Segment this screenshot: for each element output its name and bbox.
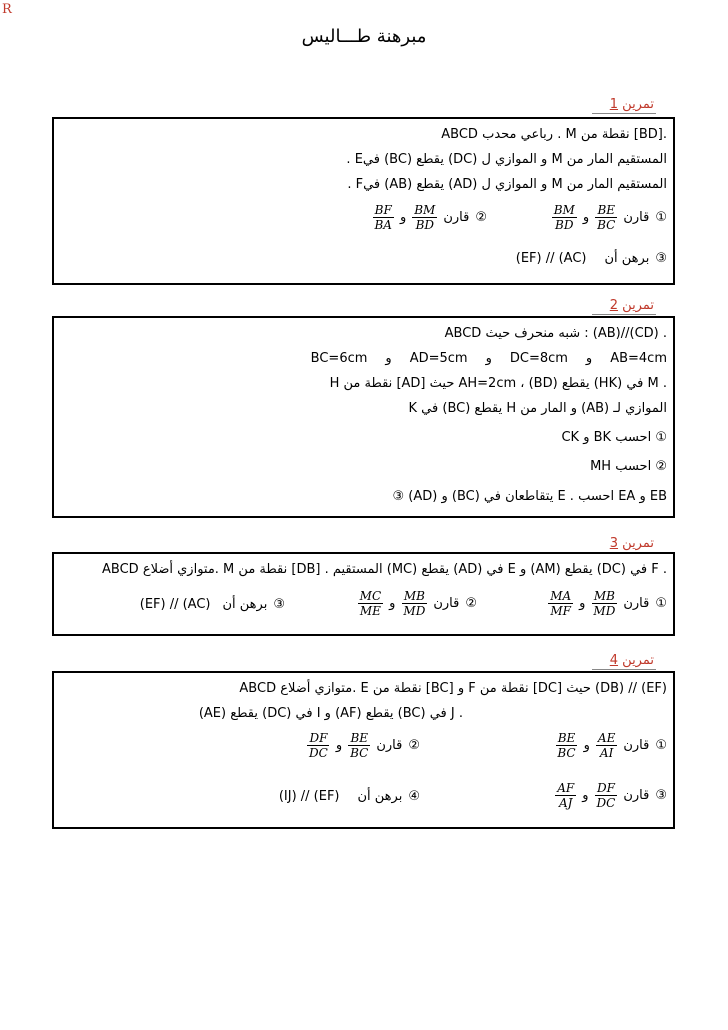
question-number-mark: ③ (655, 251, 667, 266)
question-2: ② احسب MH (590, 459, 667, 474)
question-3 (516, 251, 667, 266)
question-verb: برهن أن (222, 597, 268, 612)
question-verb: قارن (433, 596, 460, 611)
fraction (307, 731, 330, 760)
exercise-3-box (52, 552, 675, 636)
question-number-mark: ① (655, 738, 667, 753)
exercise-line: ABCD متوازي أضلاع. E نقطة من [BC] و F نقطة من [DC] حيث (DB) // (EF) (239, 681, 667, 696)
denominator: MF (550, 604, 571, 618)
measure-ad: AD=5cm (409, 351, 468, 366)
exercise-label-prefix: تمرين (622, 298, 654, 313)
question-verb: قارن (623, 210, 650, 225)
exercise-line: (AE) يقطع (DC) في I و (AF) يقطع (BC) في J . (198, 706, 463, 721)
numerator: BM (553, 203, 575, 217)
question-number-mark: ② (408, 738, 420, 753)
conjunction: و (582, 210, 590, 225)
question-2 (307, 731, 420, 760)
denominator: AJ (559, 796, 573, 810)
question-3 (555, 781, 667, 810)
fraction (412, 203, 437, 232)
numerator: MB (403, 589, 425, 603)
conjunction: و (385, 351, 392, 366)
conjunction: و (485, 351, 492, 366)
exercise-4-box (52, 671, 675, 829)
numerator: BE (350, 731, 369, 745)
question-verb: قارن (623, 738, 650, 753)
fraction (372, 203, 393, 232)
exercise-3-label (592, 536, 656, 553)
fraction (552, 203, 577, 232)
fraction (555, 731, 577, 760)
numerator: BF (374, 203, 392, 217)
fraction (358, 589, 383, 618)
fraction (595, 781, 618, 810)
fraction (348, 731, 370, 760)
numerator: BE (597, 203, 616, 217)
measure-ab: AB=4cm (610, 351, 667, 366)
exercise-label-number: 3 (609, 536, 619, 551)
denominator: BC (350, 746, 369, 760)
denominator: BD (555, 218, 574, 232)
denominator: BA (374, 218, 392, 232)
numerator: DF (309, 731, 328, 745)
exercise-label-number: 1 (609, 97, 619, 112)
denominator: ME (359, 604, 381, 618)
conjunction: و (583, 738, 590, 753)
denominator: MD (593, 604, 616, 618)
denominator: MD (403, 604, 426, 618)
exercise-label-prefix: تمرين (622, 536, 654, 551)
exercise-label-prefix: تمرين (622, 653, 654, 668)
numerator: BM (414, 203, 436, 217)
exercise-2-box (52, 316, 675, 518)
exercise-label-number: 2 (609, 298, 619, 313)
question-1 (548, 589, 667, 618)
question-number-mark: ② (475, 210, 487, 225)
question-verb: قارن (623, 596, 650, 611)
denominator: AI (599, 746, 614, 760)
question-2 (372, 203, 487, 232)
page-title: مبرهنة طـــاليس (301, 26, 427, 47)
exercise-1-label (592, 97, 656, 114)
exercise-2-label (592, 298, 656, 315)
question-2 (358, 589, 477, 618)
numerator: MC (359, 589, 382, 603)
fraction (401, 589, 427, 618)
conjunction: و (585, 351, 593, 366)
fraction (548, 589, 573, 618)
exercise-line: المستقيم المار من M و الموازي ل (DC) يقطع (BC) فيE . (346, 152, 667, 167)
exercise-line: ABCD متوازي أضلاع. M نقطة من [DB] . المستقيم (MC) يقطع (AD) في E و (AM) يقطع (DC) في F . (102, 562, 667, 577)
exercise-line: ABCD رباعي محدب . M نقطة من [BD]. (441, 127, 667, 142)
fraction (555, 781, 576, 810)
question-1 (555, 731, 667, 760)
exercise-label-prefix: تمرين (622, 97, 654, 112)
parallel-expression: (EF) // (AC) (515, 251, 587, 266)
exercise-line: المستقيم المار من M و الموازي ل (AD) يقطع (AB) فيF . (347, 177, 667, 192)
denominator: BC (557, 746, 576, 760)
question-3: ③ (AD) و (BC) يتقاطعان في E . احسب EA و EB (392, 489, 667, 504)
question-number-mark: ④ (408, 789, 420, 804)
question-3 (140, 597, 285, 612)
fraction (591, 589, 617, 618)
question-number-mark: ① (655, 210, 667, 225)
parallel-expression: (EF) // (AC) (139, 597, 211, 612)
denominator: BD (415, 218, 435, 232)
conjunction: و (399, 210, 407, 225)
exercise-1-box (52, 117, 675, 285)
conjunction: و (389, 596, 396, 611)
numerator: MA (550, 589, 572, 603)
fraction (595, 203, 617, 232)
measure-bc: BC=6cm (310, 351, 368, 366)
parallel-expression: (IJ) // (EF) (278, 789, 340, 804)
question-number-mark: ③ (655, 788, 667, 803)
exercise-4-label (592, 653, 656, 670)
numerator: AE (597, 731, 616, 745)
question-verb: قارن (376, 738, 403, 753)
numerator: BE (557, 731, 576, 745)
question-verb: قارن (443, 210, 470, 225)
numerator: AF (557, 781, 575, 795)
question-verb: برهن أن (357, 789, 403, 804)
conjunction: و (582, 788, 589, 803)
conjunction: و (335, 738, 343, 753)
conjunction: و (579, 596, 586, 611)
question-number-mark: ② (465, 596, 477, 611)
exercise-line: ABCD شبه منحرف حيث : (AB)//(CD) . (444, 326, 667, 341)
denominator: BC (597, 218, 616, 232)
question-4 (279, 789, 420, 804)
exercise-line: الموازي لـ (AB) و المار من H يقطع (BC) في K (408, 401, 667, 416)
question-verb: قارن (623, 788, 650, 803)
exercise-label-number: 4 (609, 653, 619, 668)
denominator: DC (596, 796, 616, 810)
denominator: DC (309, 746, 328, 760)
question-number-mark: ① (655, 596, 667, 611)
question-1: ① احسب BK و CK (561, 430, 667, 445)
corner-mark: R (2, 2, 12, 17)
measure-dc: DC=8cm (509, 351, 568, 366)
question-verb: برهن أن (604, 251, 650, 266)
measurements-line (311, 351, 667, 366)
exercise-line: H نقطة من [AD] حيث AH=2cm ، (BD) يقطع (HK) في M . (329, 376, 667, 391)
question-1 (552, 203, 667, 232)
fraction (596, 731, 617, 760)
numerator: DF (596, 781, 615, 795)
question-number-mark: ③ (273, 597, 285, 612)
numerator: MB (593, 589, 615, 603)
